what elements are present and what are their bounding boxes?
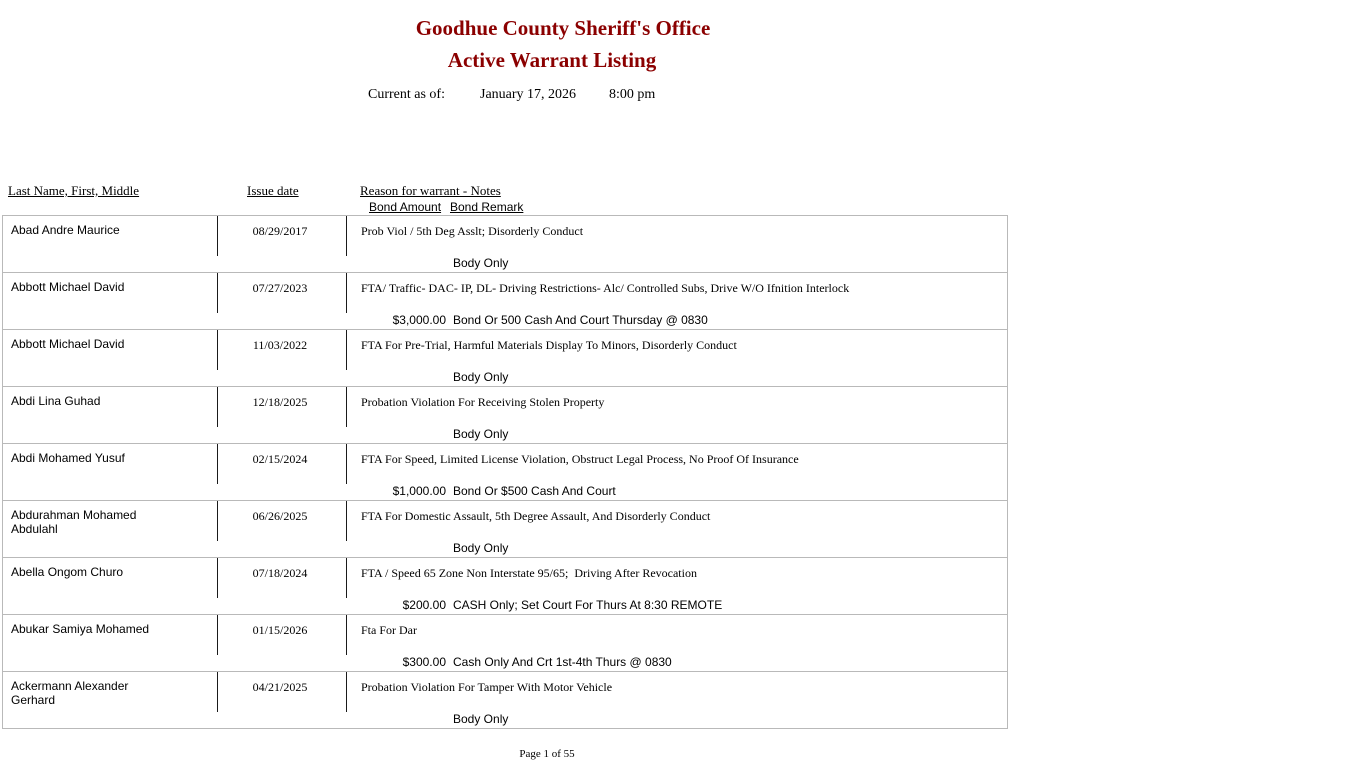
warrant-issue-date-cell: 01/15/2026 <box>252 623 308 637</box>
current-as-of-label: Current as of: <box>368 87 445 102</box>
warrant-bond-remark-cell: CASH Only; Set Court For Thurs At 8:30 REMOTE <box>453 598 723 612</box>
column-header-reason: Reason for warrant - Notes <box>360 183 501 198</box>
column-divider <box>346 501 347 541</box>
warrant-bond-remark-cell: Bond Or $500 Cash And Court <box>453 484 616 498</box>
warrant-name-cell <box>11 565 161 579</box>
warrant-bond-remark-cell: Bond Or 500 Cash And Court Thursday @ 0830 <box>453 313 708 327</box>
warrant-name-cell <box>11 679 161 707</box>
warrant-reason-cell: FTA For Speed, Limited License Violation, Obstruct Legal Process, No Proof Of Insurance <box>361 452 799 466</box>
report-title-line2: Active Warrant Listing <box>447 48 657 72</box>
warrant-name-cell <box>11 394 161 408</box>
warrant-bond-amount-cell: $1,000.00 <box>392 484 446 498</box>
warrant-bond-amount-cell: $200.00 <box>402 598 446 612</box>
warrant-name-cell <box>11 451 161 465</box>
table-row <box>2 557 1008 615</box>
column-header-bond-remark: Bond Remark <box>450 200 524 214</box>
current-as-of-date: January 17, 2026 <box>480 87 577 102</box>
warrant-bond-remark-cell: Body Only <box>453 256 509 270</box>
page-number-label: Page 1 of 55 <box>519 748 575 760</box>
warrant-name-line1: Abdi Lina Guhad <box>11 394 101 408</box>
column-header-issue-date: Issue date <box>247 183 299 198</box>
warrant-reason-cell: FTA For Domestic Assault, 5th Degree Assault, And Disorderly Conduct <box>361 509 711 523</box>
warrant-reason-cell: Fta For Dar <box>361 623 417 637</box>
column-divider <box>346 558 347 598</box>
table-row <box>2 329 1008 387</box>
warrant-name-line1: Abbott Michael David <box>11 280 125 294</box>
warrant-reason-cell: Prob Viol / 5th Deg Asslt; Disorderly Conduct <box>361 224 584 238</box>
warrant-name-cell <box>11 280 161 294</box>
warrant-name-line1: Abad Andre Maurice <box>11 223 120 237</box>
warrant-reason-cell: FTA/ Traffic- DAC- IP, DL- Driving Restrictions- Alc/ Controlled Subs, Drive W/O Ifnition Interlock <box>361 281 850 295</box>
warrant-bond-remark-cell: Cash Only And Crt 1st-4th Thurs @ 0830 <box>453 655 672 669</box>
column-header-name: Last Name, First, Middle <box>8 183 140 198</box>
warrant-issue-date-cell: 08/29/2017 <box>252 224 308 238</box>
warrant-issue-date-cell: 02/15/2024 <box>252 452 308 466</box>
table-row <box>2 272 1008 330</box>
warrant-name-line1: Abdurahman Mohamed <box>11 508 137 522</box>
warrant-table <box>2 215 1008 729</box>
column-divider <box>346 216 347 256</box>
column-divider <box>346 615 347 655</box>
warrant-reason-cell: Probation Violation For Tamper With Motor Vehicle <box>361 680 613 694</box>
warrant-issue-date-cell: 11/03/2022 <box>252 338 308 352</box>
warrant-name-line1: Ackermann Alexander Gerhard <box>11 679 129 707</box>
report-title-line1: Goodhue County Sheriff's Office <box>415 16 711 40</box>
table-row <box>2 614 1008 672</box>
warrant-bond-amount-cell: $300.00 <box>402 655 446 669</box>
column-divider <box>346 387 347 427</box>
table-row <box>2 500 1008 558</box>
warrant-bond-remark-cell: Body Only <box>453 541 509 555</box>
warrant-name-cell <box>11 223 161 237</box>
table-row <box>2 386 1008 444</box>
warrant-issue-date-cell: 06/26/2025 <box>252 509 308 523</box>
current-as-of-time: 8:00 pm <box>609 87 656 102</box>
warrant-name-cell <box>11 337 161 351</box>
table-row <box>2 215 1008 273</box>
warrant-issue-date-cell: 12/18/2025 <box>252 395 308 409</box>
warrant-reason-cell: FTA For Pre-Trial, Harmful Materials Display To Minors, Disorderly Conduct <box>361 338 737 352</box>
warrant-name-line2: Abdulahl <box>11 522 58 536</box>
warrant-issue-date-cell: 07/18/2024 <box>252 566 308 580</box>
warrant-issue-date-cell: 07/27/2023 <box>252 281 308 295</box>
column-header-bond-amount: Bond Amount <box>369 200 442 214</box>
warrant-name-line1: Abdi Mohamed Yusuf <box>11 451 125 465</box>
warrant-reason-cell: FTA / Speed 65 Zone Non Interstate 95/65; Driving After Revocation <box>361 566 697 580</box>
warrant-name-line1: Abella Ongom Churo <box>11 565 124 579</box>
warrant-name-cell <box>11 622 161 636</box>
warrant-bond-remark-cell: Body Only <box>453 370 509 384</box>
warrant-bond-amount-cell: $3,000.00 <box>392 313 446 327</box>
column-divider <box>346 330 347 370</box>
warrant-name-line1: Abukar Samiya Mohamed <box>11 622 150 636</box>
table-row <box>2 671 1008 729</box>
warrant-bond-remark-cell: Body Only <box>453 427 509 441</box>
column-divider <box>346 672 347 712</box>
warrant-reason-cell: Probation Violation For Receiving Stolen Property <box>361 395 605 409</box>
warrant-bond-remark-cell: Body Only <box>453 712 509 726</box>
warrant-name-cell <box>11 508 161 536</box>
column-divider <box>346 273 347 313</box>
table-row <box>2 443 1008 501</box>
warrant-name-line1: Abbott Michael David <box>11 337 125 351</box>
warrant-issue-date-cell: 04/21/2025 <box>252 680 308 694</box>
column-divider <box>346 444 347 484</box>
